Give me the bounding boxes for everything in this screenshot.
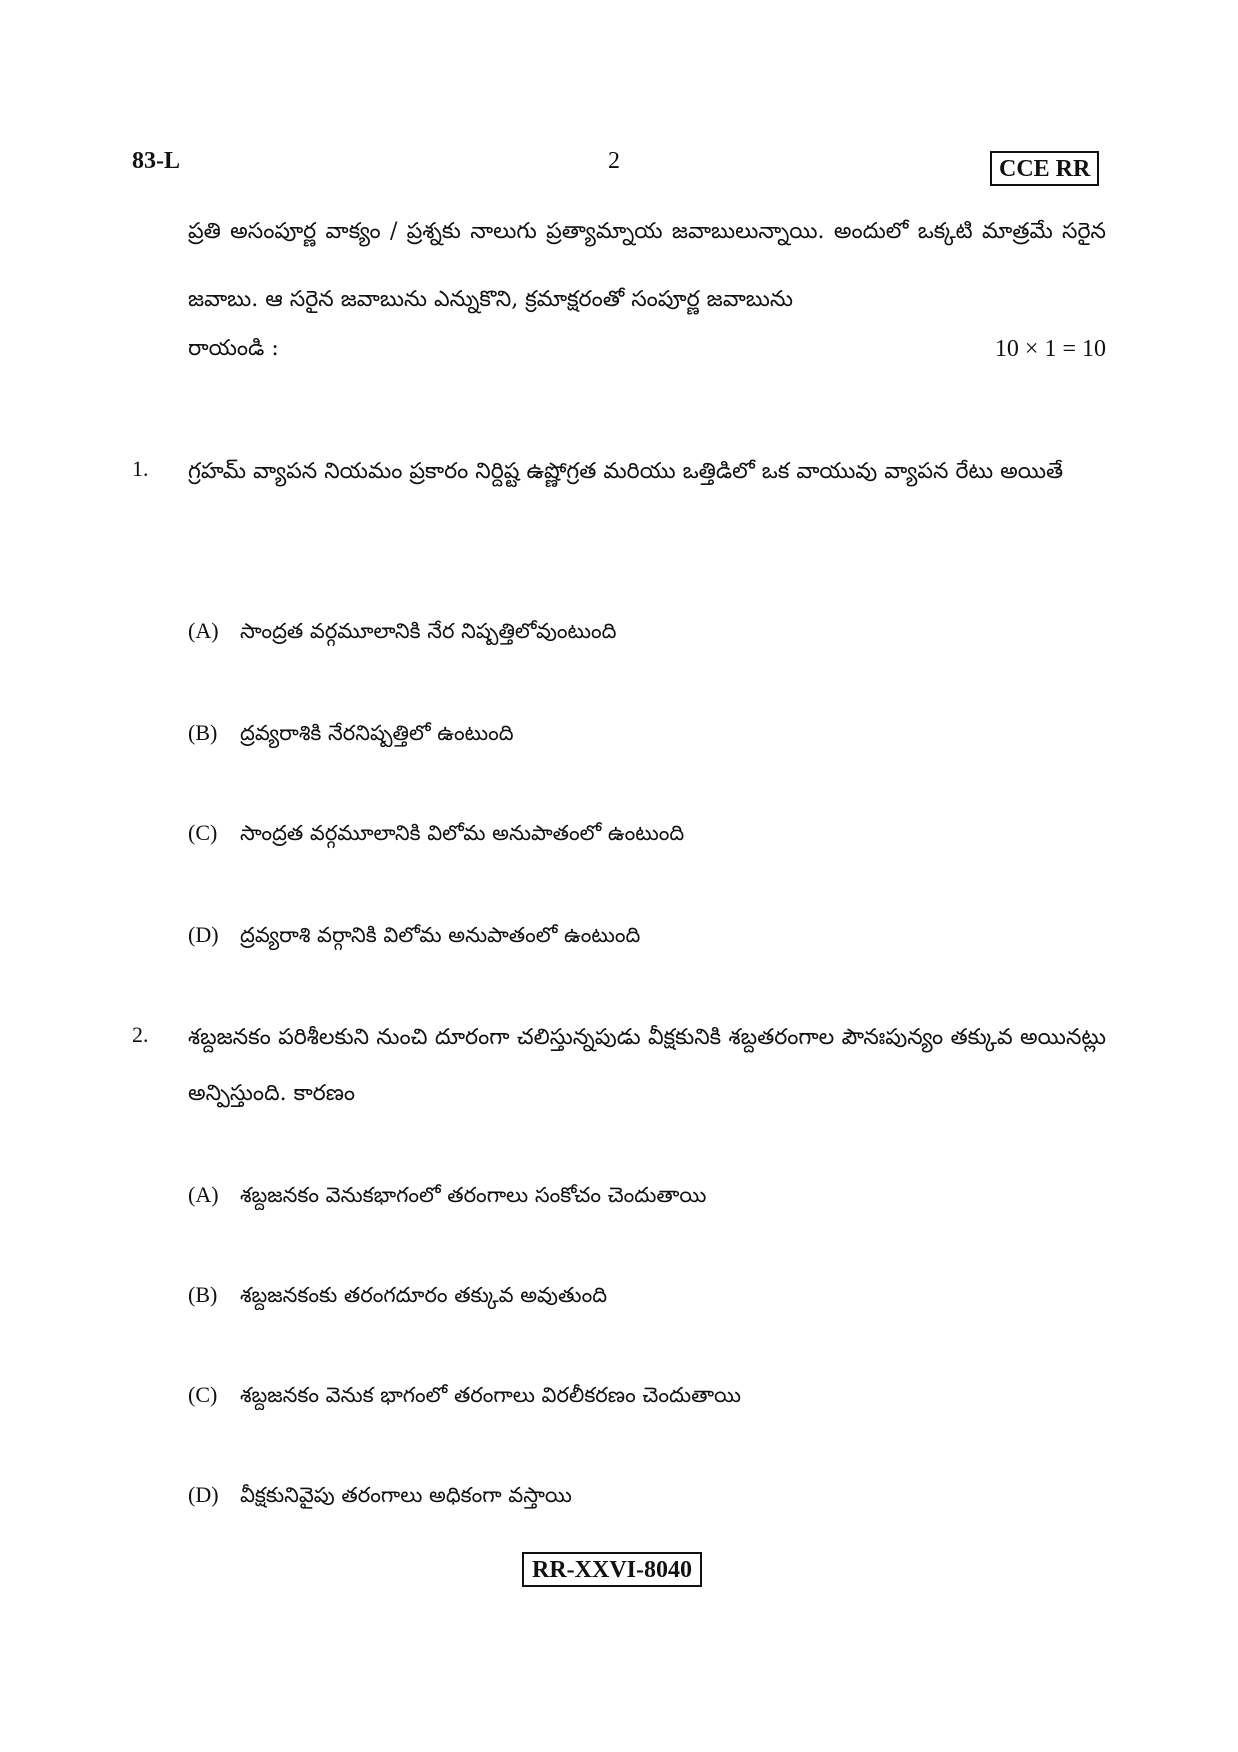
option-label: (D) bbox=[188, 1482, 219, 1507]
option-label: (C) bbox=[188, 820, 218, 845]
option-label: (C) bbox=[188, 1382, 218, 1407]
option-text: శబ్దజనకంకు తరంగదూరం తక్కువ అవుతుంది bbox=[240, 1283, 608, 1307]
instructions-write: రాయండి : bbox=[188, 336, 279, 361]
option-text: వీక్షకునివైపు తరంగాలు అధికంగా వస్తాయి bbox=[240, 1483, 572, 1507]
option-text: సాంద్రత వర్గమూలానికి నేర నిష్పత్తిలోవుంటుంది bbox=[240, 619, 617, 643]
instructions-last-line bbox=[188, 336, 1106, 366]
paper-code: 83-L bbox=[132, 148, 180, 174]
option-label: (B) bbox=[188, 1282, 218, 1307]
question-1-text: గ్రహమ్ వ్యాపన నియమం ప్రకారం నిర్దిష్ట ఉష్ణోగ్రత మరియు ఒత్తిడిలో ఒక వాయువు వ్యాపన రేటు అయితే bbox=[188, 459, 1064, 484]
question-1-option-d bbox=[188, 922, 640, 953]
option-label: (D) bbox=[188, 922, 219, 947]
option-text: సాంద్రత వర్గమూలానికి విలోమ అనుపాతంలో ఉంటుంది bbox=[240, 821, 685, 845]
option-label: (A) bbox=[188, 1182, 219, 1207]
question-1-option-c bbox=[188, 820, 684, 851]
option-text: శబ్దజనకం వెనుక భాగంలో తరంగాలు విరలీకరణం చెందుతాయి bbox=[240, 1383, 742, 1407]
question-2-option-b bbox=[188, 1282, 607, 1313]
question-2-number: 2. bbox=[132, 1022, 149, 1047]
question-2-option-c bbox=[188, 1382, 741, 1413]
question-1-number: 1. bbox=[132, 456, 149, 481]
question-1-option-a bbox=[188, 618, 617, 649]
option-text: ద్రవ్యరాశి వర్గానికి విలోమ అనుపాతంలో ఉంటుంది bbox=[240, 923, 641, 947]
question-1-option-b bbox=[188, 720, 514, 751]
option-text: ద్రవ్యరాశికి నేరనిష్పత్తిలో ఉంటుంది bbox=[240, 721, 514, 745]
marks-allocation: 10 × 1 = 10 bbox=[994, 336, 1106, 362]
instructions-text: ప్రతి అసంపూర్ణ వాక్యం / ప్రశ్నకు నాలుగు ప్రత్యామ్నాయ జవాబులున్నాయి. అందులో ఒక్కటి మాత్రమే సరైన జవాబు. ఆ సరైన జవాబును ఎన్నుకొని, క్రమాక్షరంతో సంపూర్ణ జవాబును bbox=[188, 219, 1106, 312]
option-label: (A) bbox=[188, 618, 219, 643]
footer-code: RR-XXVI-8040 bbox=[522, 1552, 702, 1587]
question-2-option-a bbox=[188, 1182, 706, 1213]
page-number: 2 bbox=[608, 148, 620, 174]
question-2-option-d bbox=[188, 1482, 572, 1513]
option-text: శబ్దజనకం వెనుకభాగంలో తరంగాలు సంకోచం చెందుతాయి bbox=[240, 1183, 707, 1207]
question-2-text: శబ్దజనకం పరిశీలకుని నుంచి దూరంగా చలిస్తున్నపుడు వీక్షకునికి శబ్దతరంగాల పౌనఃపున్యం తక్కువ అయినట్లు అన్పిస్తుంది. కారణం bbox=[188, 1025, 1106, 1106]
series-badge: CCE RR bbox=[990, 151, 1099, 186]
option-label: (B) bbox=[188, 720, 218, 745]
